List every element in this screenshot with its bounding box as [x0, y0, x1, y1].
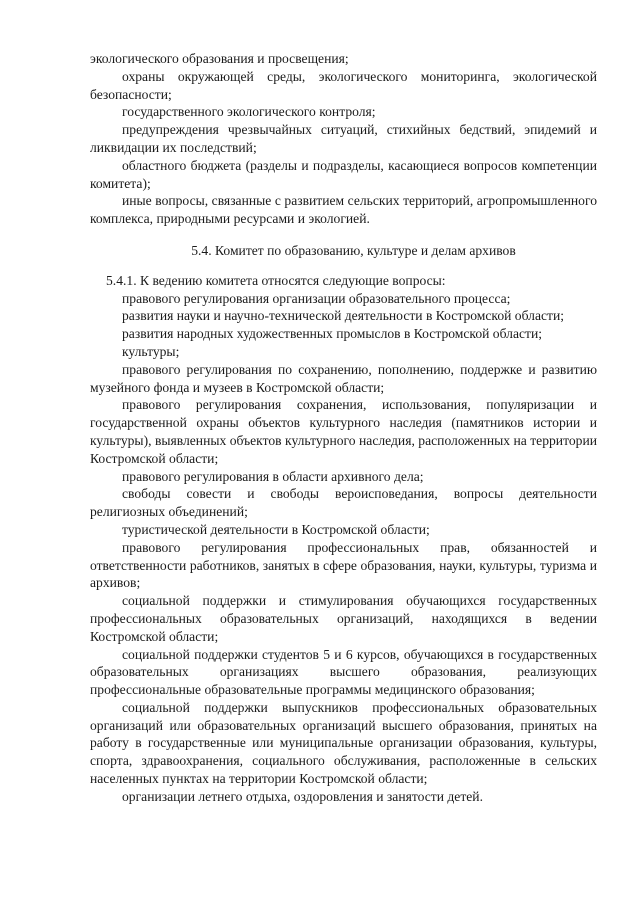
- list-item: социальной поддержки студентов 5 и 6 курсов, обучающихся в государственных образовательных организациях высшего образования, реализующих профессиональные образовательные программы медицинского образования;: [90, 646, 597, 698]
- list-item: развития науки и научно-технической деятельности в Костромской области;: [122, 308, 565, 324]
- document-body: [90, 50, 597, 806]
- paragraph-ecological-control: государственного экологического контроля;: [122, 104, 376, 120]
- list-item: правового регулирования по сохранению, пополнению, поддержке и развитию музейного фонда и музеев в Костромской области;: [90, 361, 597, 395]
- list-item: развития народных художественных промыслов в Костромской области;: [122, 326, 543, 342]
- paragraph-emergency-prevention: предупреждения чрезвычайных ситуаций, стихийных бедствий, эпидемий и ликвидации их последствий;: [90, 122, 597, 155]
- list-item: социальной поддержки выпускников профессиональных образовательных организаций или образовательных организаций высшего образования, принятых на работу в государственные или муниципальные организации образования, культуры, спорта, здравоохранения, социального обслуживания, расположенные в сельских населенных пунктах на территории Костромской области;: [90, 699, 597, 787]
- paragraph-environmental-education: экологического образования и просвещения;: [90, 51, 349, 66]
- list-item: правового регулирования организации образовательного процесса;: [122, 290, 511, 306]
- list-item: правового регулирования сохранения, использования, популяризации и государственной охраны объектов культурного наследия (памятников истории и культуры), выявленных объектов культурного наследия, расположенных на территории Костромской области;: [90, 397, 597, 466]
- list-item: туристической деятельности в Костромской области;: [122, 521, 430, 537]
- paragraph-regional-budget: областного бюджета (разделы и подразделы, касающиеся вопросов компетенции комитета);: [90, 157, 597, 191]
- section-heading: 5.4. Комитет по образованию, культуре и делам архивов: [191, 242, 516, 258]
- paragraph-other-issues: иные вопросы, связанные с развитием сельских территорий, агропромышленного комплекса, природными ресурсами и экологией.: [90, 193, 597, 227]
- list-item: правового регулирования в области архивного дела;: [122, 468, 424, 484]
- paragraph-environment-protection: охраны окружающей среды, экологического мониторинга, экологической безопасности;: [90, 68, 597, 102]
- list-item: свободы совести и свободы вероисповедания, вопросы деятельности религиозных объединений;: [90, 486, 597, 520]
- subsection-intro: 5.4.1. К ведению комитета относятся следующие вопросы:: [106, 272, 446, 288]
- list-item: социальной поддержки и стимулирования обучающихся государственных профессиональных образовательных организаций, находящихся в ведении Костромской области;: [90, 593, 597, 644]
- list-item: культуры;: [122, 343, 180, 359]
- list-item: правового регулирования профессиональных прав, обязанностей и ответственности работников, занятых в сфере образования, науки, культуры, туризма и архивов;: [90, 539, 597, 591]
- list-item: организации летнего отдыха, оздоровления и занятости детей.: [122, 788, 483, 804]
